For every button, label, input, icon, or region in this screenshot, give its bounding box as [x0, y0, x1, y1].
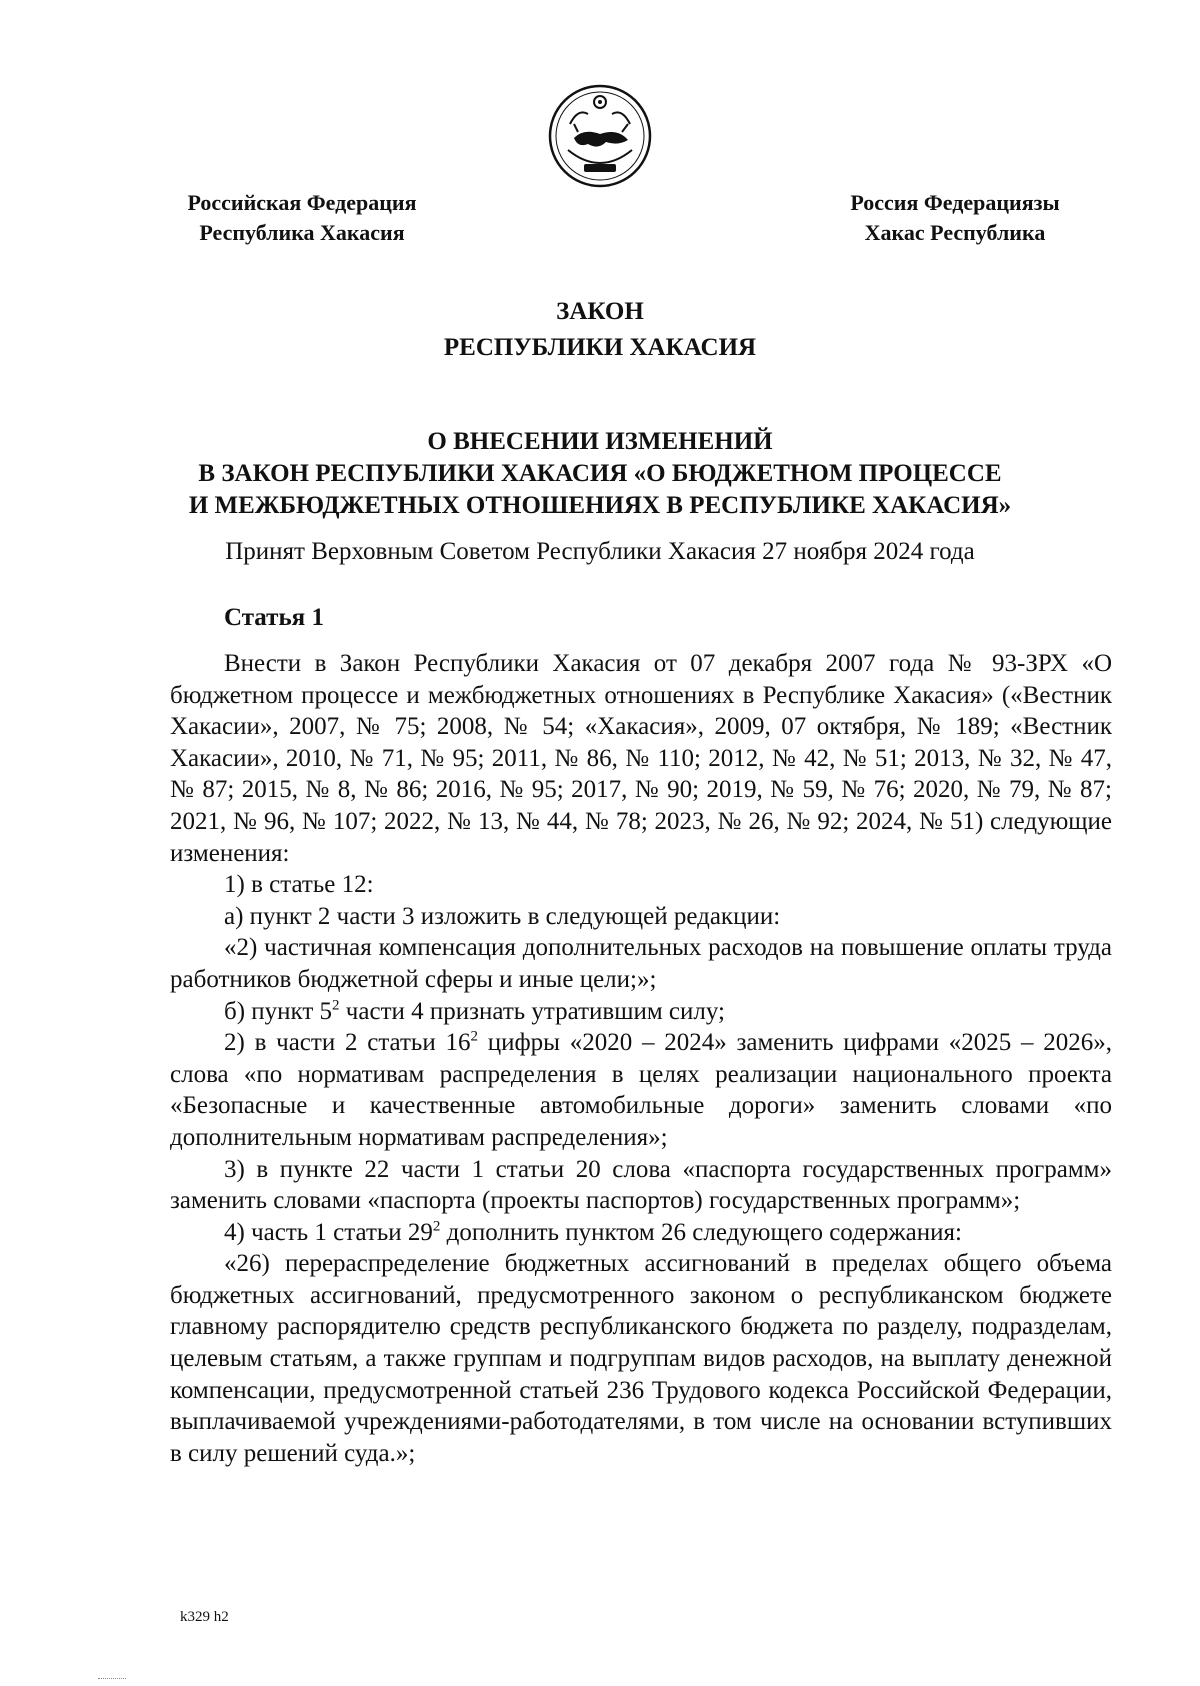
- paragraph-item-1: 1) в статье 12:: [224, 871, 374, 899]
- law-type-line-1: ЗАКОН: [556, 298, 644, 325]
- paragraph-item-1b: [170, 996, 1112, 1028]
- superscript: 2: [332, 997, 340, 1014]
- paragraph-item-1a-text: «2) частичная компенсация дополнительных расходов на повышение оплаты труда работников бюджетной сферы и иные цели;»;: [170, 934, 1112, 993]
- article-body: [170, 648, 1112, 1469]
- paragraph-item-4: [170, 1217, 1112, 1249]
- paragraph-item-4-end: дополнить пунктом 26 следующего содержания:: [440, 1218, 962, 1246]
- paragraph-item-1b-start: б) пункт 5: [224, 997, 333, 1025]
- superscript: 2: [470, 1028, 478, 1045]
- paragraph-item-2-start: 2) в части 2 статьи 16: [224, 1029, 471, 1057]
- header-country-ru: Российская Федерация: [187, 190, 417, 215]
- scan-edge-mark: [98, 1678, 126, 1681]
- adoption-note: Принят Верховным Советом Республики Хакасия 27 ноября 2024 года: [225, 538, 975, 565]
- header-republic-ru: Республика Хакасия: [199, 220, 405, 245]
- paragraph-item-2: [170, 1027, 1112, 1153]
- superscript: 2: [432, 1218, 441, 1235]
- law-type-heading: [0, 294, 1200, 366]
- header-right-block: [830, 188, 1080, 248]
- law-title-line-3: И МЕЖБЮДЖЕТНЫХ ОТНОШЕНИЯХ В РЕСПУБЛИКЕ ХАКАСИЯ»: [188, 492, 1012, 519]
- article-heading: Статья 1: [224, 604, 324, 631]
- paragraph-item-1b-end: части 4 признать утратившим силу;: [339, 997, 725, 1025]
- header-country-kjh: Россия Федерациязы: [850, 190, 1060, 215]
- header-left-block: [172, 188, 432, 248]
- paragraph-item-4-text: «26) перераспределение бюджетных ассигнований в пределах общего объема бюджетных ассигнований, предусмотренного законом о республиканском бюджете главному распорядителю средств республиканского бюджета по разделу, подразделам, целевым статьям, а также группам и подгруппам видов расходов, на выплату денежной компенсации, предусмотренной статьей 236 Трудового кодекса Российской Федерации, выплачиваемой учреждениями-работодателями, в том числе на основании вступивших в силу решений суда.»;: [170, 1250, 1112, 1467]
- header-republic-kjh: Хакас Республика: [864, 220, 1046, 245]
- paragraph-intro: Внести в Закон Республики Хакасия от 07 декабря 2007 года № 93-ЗРХ «О бюджетном процессе и межбюджетных отношениях в Республике Хакасия» («Вестник Хакасии», 2007, № 75; 2008, № 54; «Хакасия», 2009, 07 октября, № 189; «Вестник Хакасии», 2010, № 71, № 95; 2011, № 86, № 110; 2012, № 42, № 51; 2013, № 32, № 47, № 87; 2015, № 8, № 86; 2016, № 95; 2017, № 90; 2019, № 59, № 76; 2020, № 79, № 87; 2021, № 96, № 107; 2022, № 13, № 44, № 78; 2023, № 26, № 92; 2024, № 51) следующие изменения:: [170, 650, 1112, 867]
- paragraph-item-4-start: 4) часть 1 статьи 29: [224, 1218, 433, 1246]
- paragraph-item-2-end: цифры «2020 – 2024» заменить цифрами «2025 – 2026», слова «по нормативам распределения в целях реализации национального проекта «Безопасные и качественные автомобильные дороги» заменить словами «по дополнительным нормативам распределения»;: [170, 1029, 1112, 1151]
- law-title-heading: [0, 426, 1200, 522]
- paragraph-item-3: 3) в пункте 22 части 1 статьи 20 слова «паспорта государственных программ» заменить словами «паспорта (проекты паспортов) государственных программ»;: [170, 1155, 1112, 1215]
- law-title-line-1: О ВНЕСЕНИИ ИЗМЕНЕНИЙ: [427, 428, 773, 455]
- document-code: k329 h2: [180, 1609, 229, 1625]
- paragraph-item-1a: а) пункт 2 части 3 изложить в следующей редакции:: [224, 902, 781, 930]
- law-type-line-2: РЕСПУБЛИКИ ХАКАСИЯ: [443, 334, 757, 361]
- coat-of-arms-emblem: [548, 84, 652, 188]
- law-title-line-2: В ЗАКОН РЕСПУБЛИКИ ХАКАСИЯ «О БЮДЖЕТНОМ ПРОЦЕССЕ: [198, 460, 1002, 487]
